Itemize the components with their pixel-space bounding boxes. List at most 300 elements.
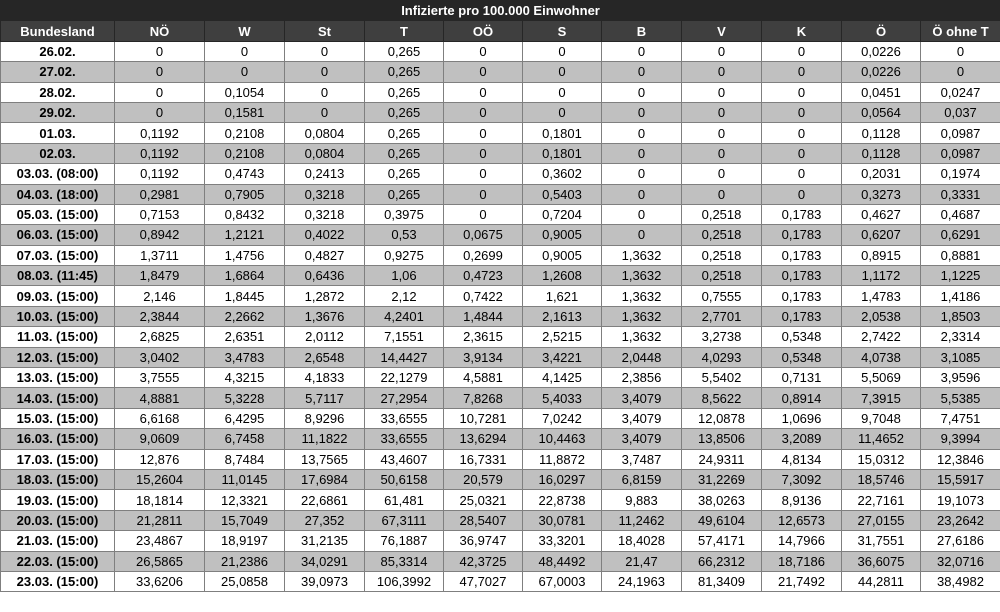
value-cell: 0,2981	[115, 184, 205, 204]
value-cell: 0,265	[365, 102, 444, 122]
value-cell: 0,7204	[523, 204, 602, 224]
date-cell: 15.03. (15:00)	[1, 408, 115, 428]
value-cell: 11,1822	[285, 429, 365, 449]
value-cell: 0	[682, 102, 762, 122]
value-cell: 0,265	[365, 184, 444, 204]
value-cell: 2,2662	[205, 306, 285, 326]
column-header: K	[762, 21, 842, 41]
value-cell: 23,2642	[921, 510, 1000, 530]
value-cell: 34,0291	[285, 551, 365, 571]
date-cell: 26.02.	[1, 41, 115, 61]
value-cell: 32,0716	[921, 551, 1000, 571]
value-cell: 22,1279	[365, 368, 444, 388]
date-cell: 23.03. (15:00)	[1, 571, 115, 591]
value-cell: 0	[762, 143, 842, 163]
value-cell: 0,6291	[921, 225, 1000, 245]
date-cell: 03.03. (08:00)	[1, 164, 115, 184]
date-cell: 20.03. (15:00)	[1, 510, 115, 530]
value-cell: 1,8445	[205, 286, 285, 306]
value-cell: 0	[115, 82, 205, 102]
value-cell: 0,1783	[762, 266, 842, 286]
value-cell: 42,3725	[444, 551, 523, 571]
value-cell: 12,3846	[921, 449, 1000, 469]
value-cell: 0,3975	[365, 204, 444, 224]
value-cell: 0	[523, 41, 602, 61]
table-row	[1, 286, 1000, 306]
date-cell: 10.03. (15:00)	[1, 306, 115, 326]
value-cell: 1,2121	[205, 225, 285, 245]
value-cell: 1,3632	[602, 245, 682, 265]
value-cell: 0	[762, 184, 842, 204]
value-cell: 0	[682, 41, 762, 61]
value-cell: 0	[682, 62, 762, 82]
value-cell: 0,1783	[762, 225, 842, 245]
value-cell: 0,037	[921, 102, 1000, 122]
value-cell: 1,3632	[602, 286, 682, 306]
value-cell: 0	[682, 143, 762, 163]
date-cell: 02.03.	[1, 143, 115, 163]
value-cell: 4,3215	[205, 368, 285, 388]
value-cell: 0,1783	[762, 204, 842, 224]
value-cell: 5,5069	[842, 368, 921, 388]
value-cell: 33,6555	[365, 429, 444, 449]
value-cell: 8,5622	[682, 388, 762, 408]
value-cell: 0,1801	[523, 123, 602, 143]
value-cell: 28,5407	[444, 510, 523, 530]
value-cell: 0	[285, 41, 365, 61]
date-cell: 07.03. (15:00)	[1, 245, 115, 265]
table-row	[1, 347, 1000, 367]
value-cell: 2,12	[365, 286, 444, 306]
table-row	[1, 184, 1000, 204]
value-cell: 27,2954	[365, 388, 444, 408]
table-row	[1, 510, 1000, 530]
value-cell: 0	[444, 204, 523, 224]
value-cell: 3,4783	[205, 347, 285, 367]
value-cell: 1,06	[365, 266, 444, 286]
value-cell: 0	[602, 62, 682, 82]
value-cell: 22,6861	[285, 490, 365, 510]
table-row	[1, 469, 1000, 489]
value-cell: 0	[762, 82, 842, 102]
value-cell: 7,4751	[921, 408, 1000, 428]
value-cell: 0,8881	[921, 245, 1000, 265]
value-cell: 20,579	[444, 469, 523, 489]
value-cell: 0	[762, 41, 842, 61]
value-cell: 0,0247	[921, 82, 1000, 102]
value-cell: 18,5746	[842, 469, 921, 489]
value-cell: 2,3615	[444, 327, 523, 347]
value-cell: 33,6206	[115, 571, 205, 591]
value-cell: 0,5348	[762, 347, 842, 367]
value-cell: 5,7117	[285, 388, 365, 408]
value-cell: 0,2413	[285, 164, 365, 184]
value-cell: 0	[762, 123, 842, 143]
date-cell: 04.03. (18:00)	[1, 184, 115, 204]
value-cell: 0	[523, 82, 602, 102]
value-cell: 13,8506	[682, 429, 762, 449]
column-header: OÖ	[444, 21, 523, 41]
value-cell: 0,0675	[444, 225, 523, 245]
value-cell: 38,0263	[682, 490, 762, 510]
header-row	[1, 21, 1000, 41]
table-row	[1, 204, 1000, 224]
column-header: T	[365, 21, 444, 41]
value-cell: 3,4079	[602, 388, 682, 408]
date-cell: 13.03. (15:00)	[1, 368, 115, 388]
value-cell: 0,3218	[285, 184, 365, 204]
date-cell: 19.03. (15:00)	[1, 490, 115, 510]
value-cell: 0,7131	[762, 368, 842, 388]
value-cell: 2,6351	[205, 327, 285, 347]
value-cell: 0,0226	[842, 62, 921, 82]
column-header: V	[682, 21, 762, 41]
date-cell: 11.03. (15:00)	[1, 327, 115, 347]
value-cell: 0	[205, 41, 285, 61]
value-cell: 1,3632	[602, 306, 682, 326]
value-cell: 0	[602, 164, 682, 184]
date-cell: 16.03. (15:00)	[1, 429, 115, 449]
value-cell: 8,7484	[205, 449, 285, 469]
value-cell: 2,146	[115, 286, 205, 306]
value-cell: 0,2031	[842, 164, 921, 184]
value-cell: 0	[285, 62, 365, 82]
value-cell: 0,1054	[205, 82, 285, 102]
value-cell: 4,1833	[285, 368, 365, 388]
table-row	[1, 102, 1000, 122]
table-row	[1, 368, 1000, 388]
value-cell: 27,352	[285, 510, 365, 530]
table-row	[1, 388, 1000, 408]
value-cell: 0,1192	[115, 164, 205, 184]
column-header: Bundesland	[1, 21, 115, 41]
value-cell: 0	[115, 41, 205, 61]
value-cell: 0	[762, 164, 842, 184]
value-cell: 0,0804	[285, 143, 365, 163]
value-cell: 6,7458	[205, 429, 285, 449]
value-cell: 0,53	[365, 225, 444, 245]
date-cell: 12.03. (15:00)	[1, 347, 115, 367]
value-cell: 0,9005	[523, 245, 602, 265]
value-cell: 11,4652	[842, 429, 921, 449]
value-cell: 44,2811	[842, 571, 921, 591]
value-cell: 0,8942	[115, 225, 205, 245]
value-cell: 1,6864	[205, 266, 285, 286]
value-cell: 0,1192	[115, 143, 205, 163]
value-cell: 0	[115, 62, 205, 82]
value-cell: 1,3632	[602, 327, 682, 347]
value-cell: 0,1783	[762, 245, 842, 265]
value-cell: 0,3602	[523, 164, 602, 184]
value-cell: 23,4867	[115, 531, 205, 551]
value-cell: 66,2312	[682, 551, 762, 571]
value-cell: 1,1225	[921, 266, 1000, 286]
value-cell: 5,5402	[682, 368, 762, 388]
value-cell: 0,7555	[682, 286, 762, 306]
value-cell: 0,0987	[921, 143, 1000, 163]
value-cell: 19,1073	[921, 490, 1000, 510]
value-cell: 15,5917	[921, 469, 1000, 489]
value-cell: 12,3321	[205, 490, 285, 510]
value-cell: 0	[444, 62, 523, 82]
value-cell: 4,1425	[523, 368, 602, 388]
date-cell: 21.03. (15:00)	[1, 531, 115, 551]
value-cell: 31,7551	[842, 531, 921, 551]
value-cell: 2,3856	[602, 368, 682, 388]
value-cell: 0	[921, 62, 1000, 82]
date-cell: 17.03. (15:00)	[1, 449, 115, 469]
value-cell: 0,2518	[682, 266, 762, 286]
value-cell: 9,0609	[115, 429, 205, 449]
value-cell: 0,9005	[523, 225, 602, 245]
value-cell: 8,9136	[762, 490, 842, 510]
table-row	[1, 327, 1000, 347]
value-cell: 3,9596	[921, 368, 1000, 388]
value-cell: 2,7422	[842, 327, 921, 347]
value-cell: 0	[523, 102, 602, 122]
value-cell: 0,265	[365, 62, 444, 82]
value-cell: 1,621	[523, 286, 602, 306]
value-cell: 4,0738	[842, 347, 921, 367]
value-cell: 10,7281	[444, 408, 523, 428]
value-cell: 0,8915	[842, 245, 921, 265]
value-cell: 0,2518	[682, 245, 762, 265]
value-cell: 0,1801	[523, 143, 602, 163]
value-cell: 0	[762, 102, 842, 122]
value-cell: 3,7487	[602, 449, 682, 469]
value-cell: 9,883	[602, 490, 682, 510]
value-cell: 18,9197	[205, 531, 285, 551]
value-cell: 3,9134	[444, 347, 523, 367]
value-cell: 39,0973	[285, 571, 365, 591]
value-cell: 3,2089	[762, 429, 842, 449]
value-cell: 6,4295	[205, 408, 285, 428]
value-cell: 0,2699	[444, 245, 523, 265]
value-cell: 12,876	[115, 449, 205, 469]
value-cell: 0,7153	[115, 204, 205, 224]
value-cell: 1,3711	[115, 245, 205, 265]
value-cell: 0,0564	[842, 102, 921, 122]
value-cell: 0	[682, 123, 762, 143]
value-cell: 81,3409	[682, 571, 762, 591]
value-cell: 1,3676	[285, 306, 365, 326]
value-cell: 6,8159	[602, 469, 682, 489]
value-cell: 0	[444, 82, 523, 102]
value-cell: 0,1783	[762, 286, 842, 306]
value-cell: 38,4982	[921, 571, 1000, 591]
value-cell: 0,4687	[921, 204, 1000, 224]
value-cell: 106,3992	[365, 571, 444, 591]
table-row	[1, 551, 1000, 571]
value-cell: 5,5385	[921, 388, 1000, 408]
value-cell: 1,0696	[762, 408, 842, 428]
value-cell: 61,481	[365, 490, 444, 510]
value-cell: 31,2135	[285, 531, 365, 551]
value-cell: 0,4827	[285, 245, 365, 265]
value-cell: 0,4743	[205, 164, 285, 184]
value-cell: 7,3915	[842, 388, 921, 408]
value-cell: 0	[444, 123, 523, 143]
value-cell: 7,3092	[762, 469, 842, 489]
value-cell: 21,7492	[762, 571, 842, 591]
value-cell: 0,0987	[921, 123, 1000, 143]
value-cell: 0,265	[365, 82, 444, 102]
value-cell: 50,6158	[365, 469, 444, 489]
value-cell: 2,7701	[682, 306, 762, 326]
value-cell: 22,7161	[842, 490, 921, 510]
value-cell: 3,1085	[921, 347, 1000, 367]
date-cell: 29.02.	[1, 102, 115, 122]
value-cell: 2,5215	[523, 327, 602, 347]
value-cell: 0,5348	[762, 327, 842, 347]
value-cell: 30,0781	[523, 510, 602, 530]
value-cell: 0,1128	[842, 123, 921, 143]
value-cell: 0,2518	[682, 204, 762, 224]
value-cell: 25,0858	[205, 571, 285, 591]
value-cell: 9,3994	[921, 429, 1000, 449]
value-cell: 4,2401	[365, 306, 444, 326]
value-cell: 0	[444, 41, 523, 61]
value-cell: 4,5881	[444, 368, 523, 388]
value-cell: 10,4463	[523, 429, 602, 449]
value-cell: 14,4427	[365, 347, 444, 367]
value-cell: 18,7186	[762, 551, 842, 571]
value-cell: 0,7905	[205, 184, 285, 204]
value-cell: 0,8432	[205, 204, 285, 224]
value-cell: 24,1963	[602, 571, 682, 591]
table-row	[1, 429, 1000, 449]
value-cell: 11,2462	[602, 510, 682, 530]
value-cell: 0	[602, 225, 682, 245]
value-cell: 2,6548	[285, 347, 365, 367]
value-cell: 1,8503	[921, 306, 1000, 326]
value-cell: 0,7422	[444, 286, 523, 306]
value-cell: 0,265	[365, 164, 444, 184]
value-cell: 0,6436	[285, 266, 365, 286]
value-cell: 5,3228	[205, 388, 285, 408]
value-cell: 4,8881	[115, 388, 205, 408]
date-cell: 14.03. (15:00)	[1, 388, 115, 408]
value-cell: 1,4844	[444, 306, 523, 326]
table-row	[1, 306, 1000, 326]
value-cell: 2,0112	[285, 327, 365, 347]
table-row	[1, 571, 1000, 591]
value-cell: 0,2108	[205, 123, 285, 143]
value-cell: 4,8134	[762, 449, 842, 469]
value-cell: 36,9747	[444, 531, 523, 551]
column-header: Ö ohne T	[921, 21, 1000, 41]
value-cell: 3,4221	[523, 347, 602, 367]
value-cell: 0,0226	[842, 41, 921, 61]
value-cell: 0,3331	[921, 184, 1000, 204]
value-cell: 47,7027	[444, 571, 523, 591]
value-cell: 8,9296	[285, 408, 365, 428]
value-cell: 0,3273	[842, 184, 921, 204]
table-row	[1, 41, 1000, 61]
value-cell: 0,265	[365, 123, 444, 143]
value-cell: 3,2738	[682, 327, 762, 347]
value-cell: 16,0297	[523, 469, 602, 489]
value-cell: 0	[602, 102, 682, 122]
date-cell: 01.03.	[1, 123, 115, 143]
value-cell: 0	[602, 204, 682, 224]
value-cell: 1,2872	[285, 286, 365, 306]
table-row	[1, 490, 1000, 510]
value-cell: 12,6573	[762, 510, 842, 530]
value-cell: 18,4028	[602, 531, 682, 551]
value-cell: 0	[682, 82, 762, 102]
value-cell: 2,1613	[523, 306, 602, 326]
value-cell: 13,6294	[444, 429, 523, 449]
value-cell: 0,1783	[762, 306, 842, 326]
table-row	[1, 531, 1000, 551]
value-cell: 11,8872	[523, 449, 602, 469]
table-row	[1, 225, 1000, 245]
table-title: Infizierte pro 100.000 Einwohner	[1, 1, 1000, 21]
column-header: Ö	[842, 21, 921, 41]
value-cell: 67,3111	[365, 510, 444, 530]
value-cell: 0,4723	[444, 266, 523, 286]
value-cell: 0,4022	[285, 225, 365, 245]
value-cell: 0	[682, 164, 762, 184]
value-cell: 27,0155	[842, 510, 921, 530]
value-cell: 6,6168	[115, 408, 205, 428]
value-cell: 33,3201	[523, 531, 602, 551]
value-cell: 0	[602, 184, 682, 204]
value-cell: 0,0451	[842, 82, 921, 102]
value-cell: 3,7555	[115, 368, 205, 388]
value-cell: 14,7966	[762, 531, 842, 551]
value-cell: 85,3314	[365, 551, 444, 571]
value-cell: 0,1974	[921, 164, 1000, 184]
date-cell: 09.03. (15:00)	[1, 286, 115, 306]
value-cell: 2,3314	[921, 327, 1000, 347]
table-row	[1, 143, 1000, 163]
value-cell: 1,8479	[115, 266, 205, 286]
value-cell: 0,6207	[842, 225, 921, 245]
value-cell: 0	[285, 82, 365, 102]
table-row	[1, 123, 1000, 143]
value-cell: 0	[205, 62, 285, 82]
value-cell: 0	[602, 82, 682, 102]
value-cell: 0	[921, 41, 1000, 61]
value-cell: 0,2108	[205, 143, 285, 163]
value-cell: 33,6555	[365, 408, 444, 428]
value-cell: 7,0242	[523, 408, 602, 428]
value-cell: 16,7331	[444, 449, 523, 469]
table-row	[1, 408, 1000, 428]
column-header: St	[285, 21, 365, 41]
value-cell: 0	[602, 123, 682, 143]
value-cell: 0	[444, 164, 523, 184]
value-cell: 11,0145	[205, 469, 285, 489]
value-cell: 0,8914	[762, 388, 842, 408]
value-cell: 0	[444, 143, 523, 163]
value-cell: 67,0003	[523, 571, 602, 591]
value-cell: 57,4171	[682, 531, 762, 551]
column-header: B	[602, 21, 682, 41]
date-cell: 05.03. (15:00)	[1, 204, 115, 224]
value-cell: 76,1887	[365, 531, 444, 551]
value-cell: 0,265	[365, 41, 444, 61]
value-cell: 21,2386	[205, 551, 285, 571]
column-header: NÖ	[115, 21, 205, 41]
value-cell: 1,4783	[842, 286, 921, 306]
value-cell: 0	[115, 102, 205, 122]
value-cell: 4,0293	[682, 347, 762, 367]
value-cell: 15,0312	[842, 449, 921, 469]
value-cell: 24,9311	[682, 449, 762, 469]
